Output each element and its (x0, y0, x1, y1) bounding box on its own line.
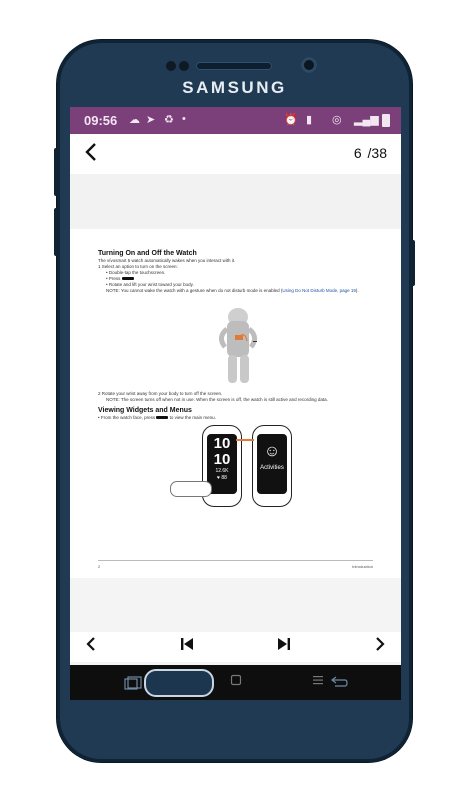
square-home-icon (230, 674, 242, 686)
bullet-text: • From the watch face, press to view the main menu. (98, 415, 216, 420)
document-body-2 (98, 391, 373, 421)
volume-button-bottom (54, 208, 58, 256)
back-key[interactable] (330, 676, 348, 693)
skip-first-icon (180, 637, 194, 651)
signal-icon: ▂▄▆ (354, 114, 379, 126)
menu-recents-icon (312, 674, 324, 686)
document-body (98, 249, 373, 294)
back-button[interactable] (84, 140, 98, 167)
page-number: 2 (98, 564, 101, 569)
button-glyph (156, 416, 168, 419)
button-glyph (122, 277, 134, 280)
section-title: Viewing Widgets and Menus (98, 407, 192, 414)
bullet-text: • Double-tap the touchscreen. (106, 270, 166, 275)
watch-menu-screen (252, 425, 292, 507)
physical-home-button[interactable] (144, 669, 214, 697)
page-footer-rule (98, 560, 373, 561)
bullet-text: • Rotate and lift your wrist toward your body. (106, 282, 194, 287)
earpiece-speaker (196, 62, 272, 70)
note-text: NOTE: You cannot wake the watch with a gesture when do not disturb mode is enabled (Using Do Not Disturb Mode, page 19). (106, 288, 359, 293)
volume-button-top (54, 148, 58, 196)
viewer-header (70, 134, 401, 174)
watch-illustration (170, 425, 300, 511)
watch-heart-rate: ♥ 88 (217, 475, 227, 481)
watch-hour: 10 (213, 435, 231, 452)
cloud-icon: ☁ (129, 114, 140, 126)
first-page-button[interactable] (180, 637, 194, 656)
finger-illustration (170, 481, 212, 497)
chevron-left-icon (86, 637, 96, 651)
skip-last-icon (277, 637, 291, 651)
note-text: NOTE: The screen turns off when not in use. When the screen is off, the watch is still active and recording data. (106, 397, 328, 402)
dot-icon: • (182, 113, 186, 125)
watch-menu-label: Activities (260, 465, 284, 471)
alarm-icon: ⏰ (284, 114, 298, 126)
total-pages: /38 (367, 145, 387, 161)
last-page-button[interactable] (277, 637, 291, 656)
battery-icon (382, 114, 390, 127)
prev-page-button[interactable] (86, 637, 96, 656)
hotspot-icon: ◎ (332, 114, 342, 126)
recents-key-icon (124, 676, 142, 690)
section-title: Turning On and Off the Watch (98, 250, 197, 257)
activities-icon: ☺ (263, 443, 281, 460)
watch-minute: 10 (213, 451, 231, 468)
chevron-right-icon (375, 637, 385, 651)
pdf-navigation-bar (70, 632, 401, 662)
nav-home-button[interactable] (230, 673, 242, 689)
pdf-top-margin (70, 174, 401, 229)
step-text: 1 Select an option to turn on the screen: (98, 264, 178, 269)
power-button (411, 240, 415, 286)
wrist-gesture-illustration (213, 307, 263, 385)
status-bar (70, 107, 401, 134)
chevron-left-icon (84, 142, 98, 162)
recents-key[interactable] (124, 676, 142, 693)
next-page-button[interactable] (375, 637, 385, 656)
telegram-icon: ➤ (146, 114, 156, 126)
light-sensor (179, 61, 189, 71)
brand-logo: SAMSUNG (182, 78, 287, 97)
page-indicator (352, 145, 387, 161)
status-time: 09:56 (84, 113, 118, 128)
bullet-text: • Press (106, 276, 373, 282)
orange-arrow-icon (236, 439, 254, 441)
nav-recents-button[interactable] (312, 673, 324, 689)
recycle-icon: ♻ (164, 114, 174, 126)
proximity-sensor (166, 61, 176, 71)
screen (70, 107, 401, 700)
system-navigation-bar (70, 665, 401, 700)
doc-link[interactable]: Using Do Not Disturb Mode, page 19 (282, 288, 356, 293)
vibrate-icon: ▮ (306, 114, 313, 126)
back-key-icon (330, 676, 348, 690)
paragraph: The vívosmart 5 watch automatically wakes when you interact with it. (98, 258, 236, 263)
step-text: 2 Rotate your wrist away from your body to turn off the screen. (98, 391, 223, 396)
pdf-page[interactable] (70, 174, 401, 578)
current-page: 6 (353, 145, 362, 161)
front-camera (301, 57, 317, 73)
watch-steps: 12.6K (215, 468, 229, 474)
page-section: Introduction (352, 564, 373, 569)
